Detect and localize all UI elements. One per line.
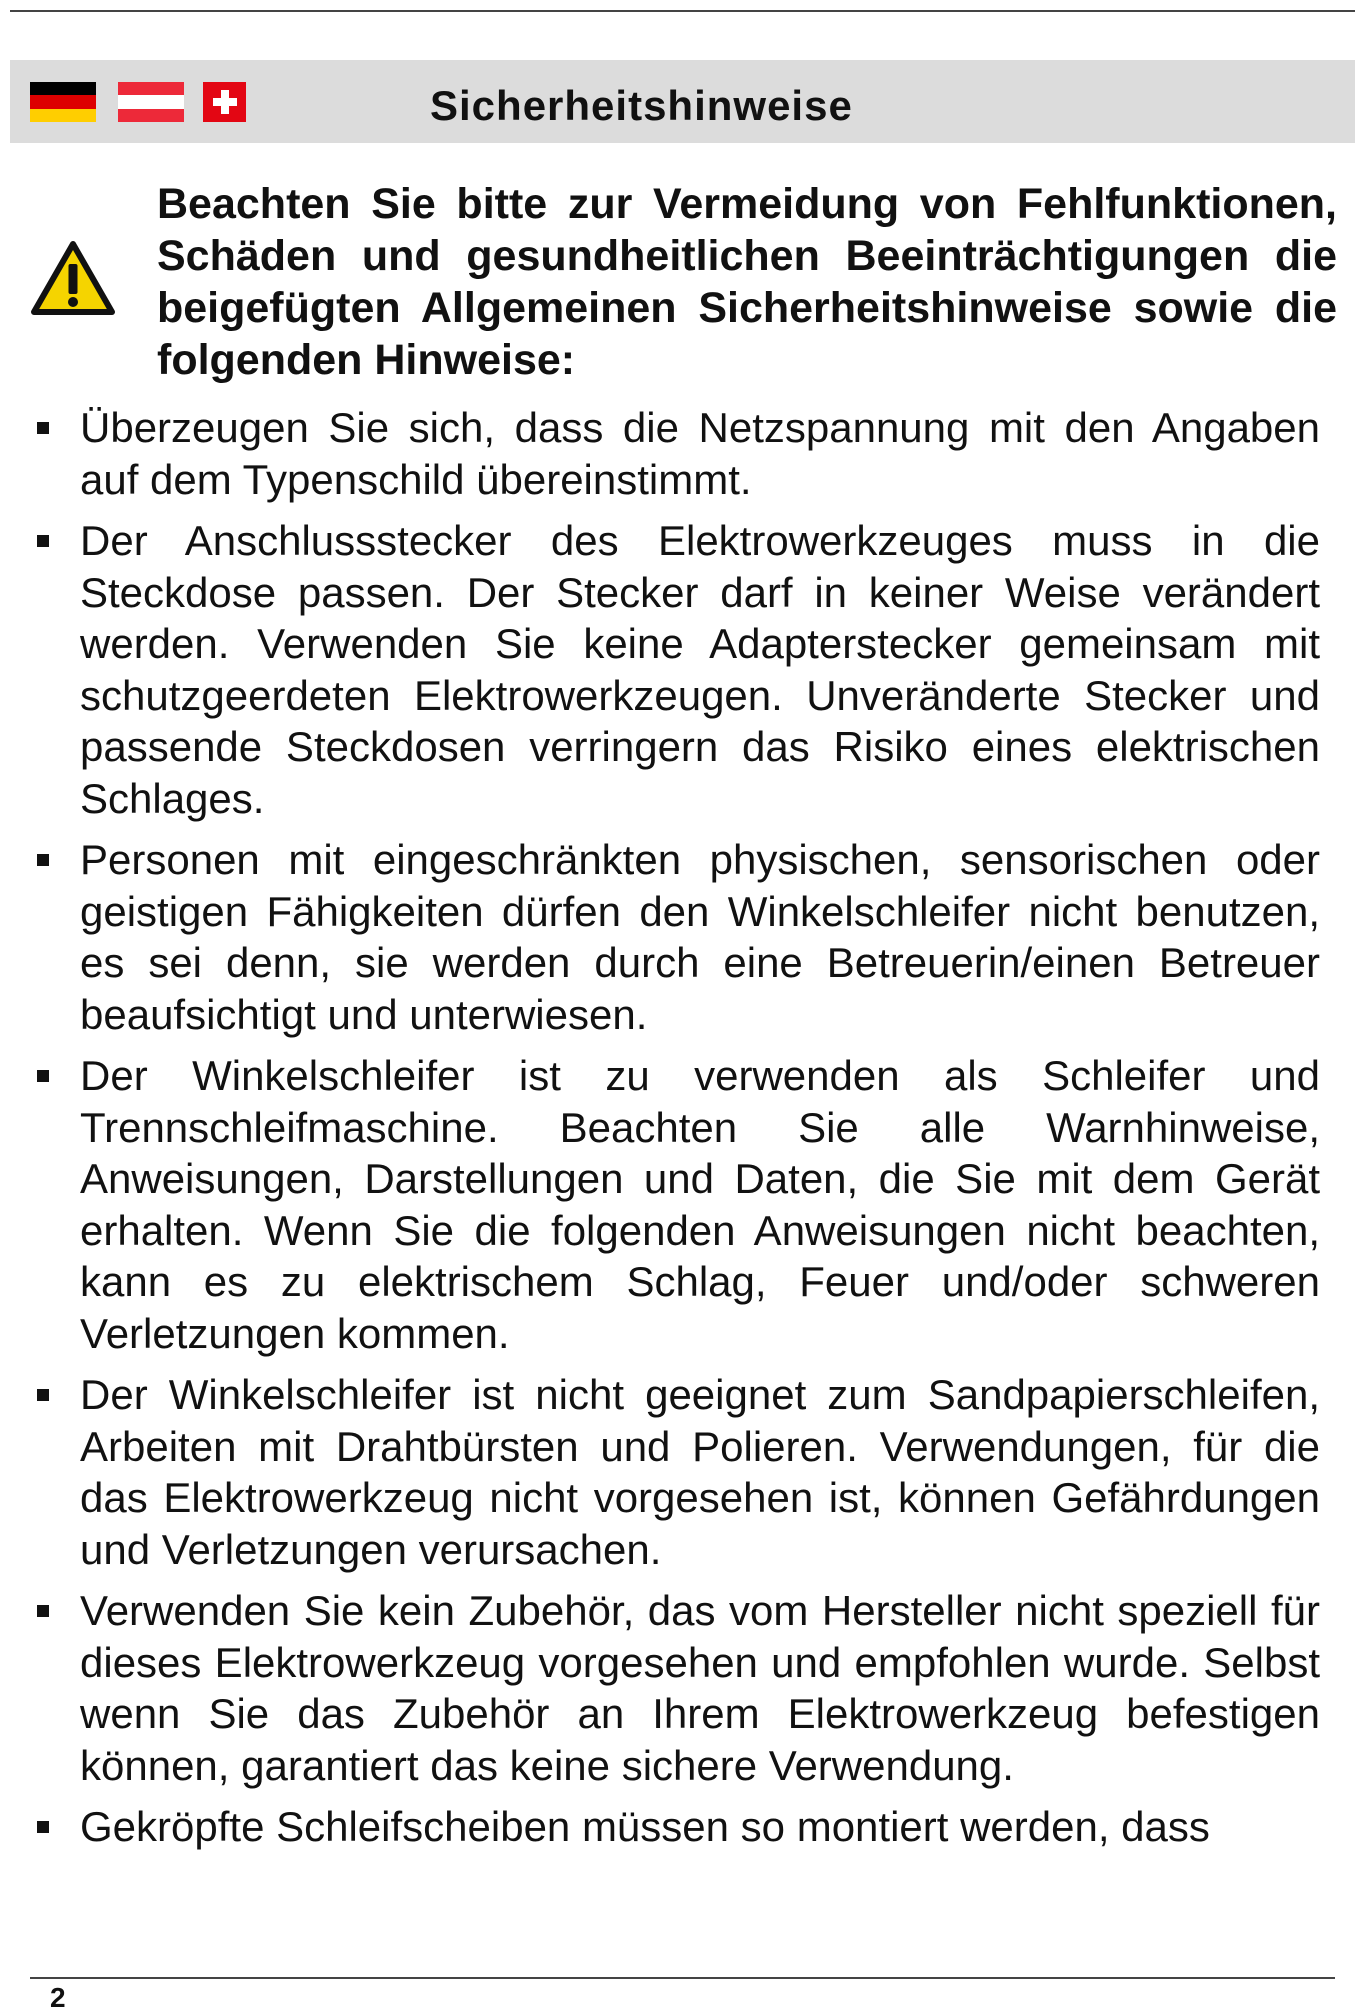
list-item-text: Der Anschlussstecker des Elektrowerkzeuges muss in die Steckdose passen. Der Stecker darf in keiner Weise verändert werden. Verwenden Sie keine Adapterstecker gemeinsam mit schutzgeerdeten Elektrowerkzeugen. Unveränderte Stecker und passende Steckdosen verringern das Risiko eines elektrischen Schlages.	[80, 517, 1320, 822]
list-item-text: Der Winkelschleifer ist nicht geeignet zum Sandpapierschleifen, Arbeiten mit Drahtbürsten und Polieren. Verwendungen, für die das Elektrowerkzeug nicht vorgesehen ist, können Gefährdungen und Verletzungen verursachen.	[80, 1371, 1320, 1573]
list-item-text: Überzeugen Sie sich, dass die Netzspannung mit den Angaben auf dem Typenschild übereinstimmt.	[80, 404, 1320, 503]
list-item-text: Der Winkelschleifer ist zu verwenden als Schleifer und Trennschleifmaschine. Beachten Sie alle Warnhinweise, Anweisungen, Darstellungen und Daten, die Sie mit dem Gerät erhalten. Wenn Sie die folgenden Anweisungen nicht beachten, kann es zu elektrischem Schlag, Feuer und/oder schweren Verletzungen kommen.	[80, 1052, 1320, 1357]
list-item	[30, 515, 1340, 824]
list-item-text: Gekröpfte Schleifscheiben müssen so montiert werden, dass	[80, 1803, 1210, 1850]
intro-text: Beachten Sie bitte zur Vermeidung von Fehlfunktionen, Schäden und gesundheitlichen Beeinträchtigungen die beigefügten Allgemeinen Sicherheitshinweise sowie die folgenden Hinweise:	[157, 180, 1337, 384]
bullet-icon	[37, 854, 49, 866]
page-title: Sicherheitshinweise	[430, 82, 853, 129]
bullet-icon	[37, 1605, 49, 1617]
top-rule	[10, 10, 1355, 12]
flag-switzerland-icon	[203, 82, 246, 122]
bullet-icon	[37, 1389, 49, 1401]
page-number: 2	[50, 1982, 66, 2013]
bullet-icon	[37, 535, 49, 547]
list-item	[30, 1801, 1340, 1853]
bullet-icon	[37, 1070, 49, 1082]
safety-list	[30, 402, 1340, 1863]
list-item	[30, 834, 1340, 1040]
bullet-icon	[37, 1821, 49, 1833]
list-item	[30, 1585, 1340, 1791]
list-item-text: Verwenden Sie kein Zubehör, das vom Hersteller nicht speziell für dieses Elektrowerkzeug vorgesehen und empfohlen wurde. Selbst wenn Sie das Zubehör an Ihrem Elektrowerkzeug befestigen können, garantiert das keine sichere Verwendung.	[80, 1587, 1320, 1789]
list-item	[30, 1050, 1340, 1359]
warning-triangle-icon	[30, 240, 116, 318]
bottom-rule	[30, 1977, 1335, 1979]
list-item	[30, 402, 1340, 505]
list-item-text: Personen mit eingeschränkten physischen, sensorischen oder geistigen Fähigkeiten dürfen den Winkelschleifer nicht benutzen, es sei denn, sie werden durch eine Betreuerin/einen Betreuer beaufsichtigt und unterwiesen.	[80, 836, 1320, 1038]
bullet-icon	[37, 422, 49, 434]
flag-austria-icon	[118, 82, 184, 122]
list-item	[30, 1369, 1340, 1575]
flag-germany-icon	[30, 82, 96, 122]
